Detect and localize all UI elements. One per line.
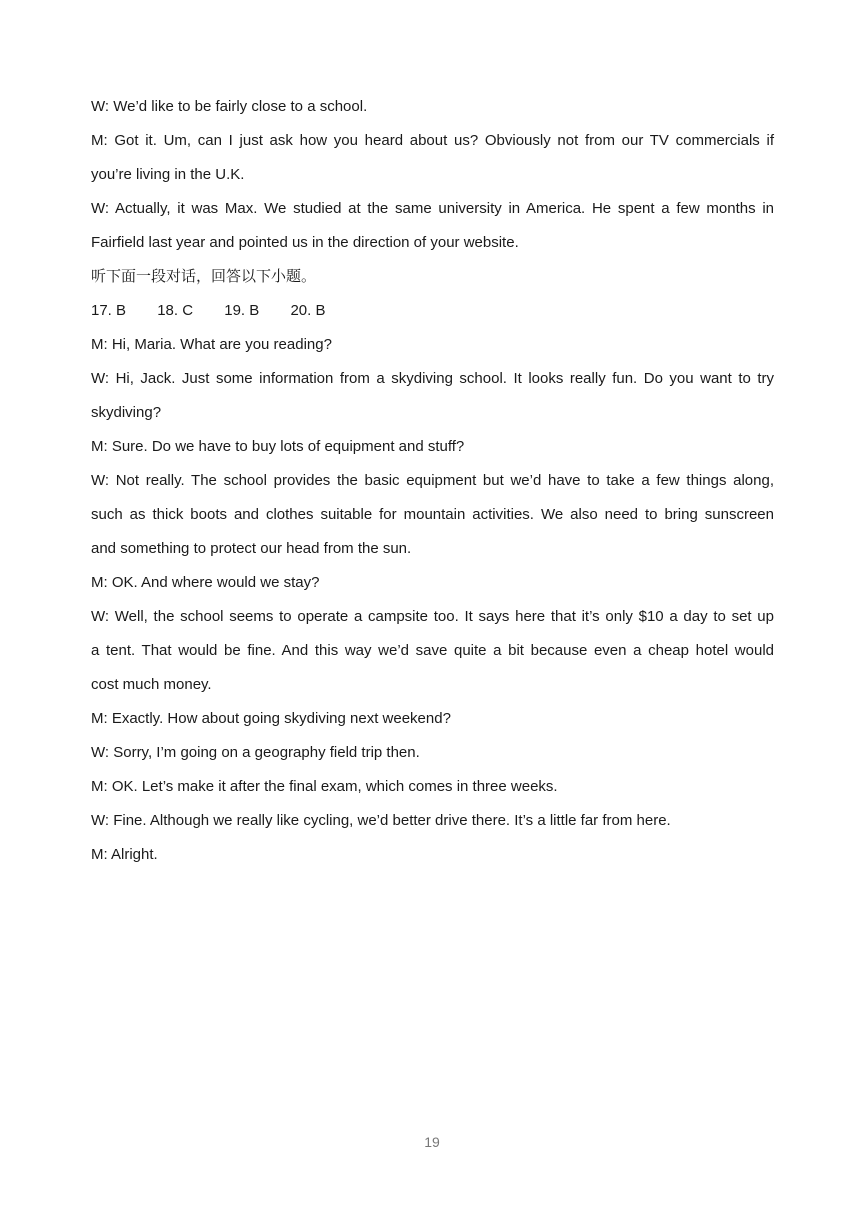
dialogue-line: such as thick boots and clothes suitable for mountain activities. We also need to bring sunscreen bbox=[91, 506, 774, 523]
document-body bbox=[91, 93, 774, 875]
answer-item: 19. B bbox=[224, 302, 260, 319]
dialogue-line: M: Alright. bbox=[91, 846, 158, 863]
dialogue-line: cost much money. bbox=[91, 676, 212, 693]
dialogue-line: M: OK. And where would we stay? bbox=[91, 574, 320, 591]
dialogue-line: W: Hi, Jack. Just some information from a skydiving school. It looks really fun. Do you want to try bbox=[91, 370, 774, 387]
page-number: 19 bbox=[424, 1134, 440, 1150]
dialogue-line: skydiving? bbox=[91, 404, 162, 421]
dialogue-line: W: Sorry, I’m going on a geography field trip then. bbox=[91, 744, 420, 761]
answer-item: 18. C bbox=[157, 302, 194, 319]
dialogue-line: W: Fine. Although we really like cycling, we’d better drive there. It’s a little far from here. bbox=[91, 812, 671, 829]
dialogue-line: a tent. That would be fine. And this way we’d save quite a bit because even a cheap hotel would bbox=[91, 642, 774, 659]
dialogue-line: and something to protect our head from the sun. bbox=[91, 540, 412, 557]
dialogue-line: M: OK. Let’s make it after the final exam, which comes in three weeks. bbox=[91, 778, 558, 795]
section-instruction: 听下面一段对话，回答以下小题。 bbox=[91, 268, 317, 285]
dialogue-line: W: We’d like to be fairly close to a school. bbox=[91, 98, 368, 115]
dialogue-line: M: Exactly. How about going skydiving next weekend? bbox=[91, 710, 451, 727]
dialogue-line: M: Hi, Maria. What are you reading? bbox=[91, 336, 332, 353]
answer-key bbox=[91, 297, 774, 331]
dialogue-line: M: Sure. Do we have to buy lots of equipment and stuff? bbox=[91, 438, 465, 455]
dialogue-line: Fairfield last year and pointed us in the direction of your website. bbox=[91, 234, 519, 251]
dialogue-line: W: Not really. The school provides the basic equipment but we’d have to take a few things along, bbox=[91, 472, 774, 489]
dialogue-line: W: Well, the school seems to operate a campsite too. It says here that it’s only $10 a day to set up bbox=[91, 608, 774, 625]
answer-item: 17. B bbox=[91, 302, 127, 319]
dialogue-line: W: Actually, it was Max. We studied at the same university in America. He spent a few months in bbox=[91, 200, 774, 217]
answer-item: 20. B bbox=[290, 302, 326, 319]
dialogue-line: M: Got it. Um, can I just ask how you heard about us? Obviously not from our TV commercials if bbox=[91, 132, 774, 149]
dialogue-line: you’re living in the U.K. bbox=[91, 166, 245, 183]
